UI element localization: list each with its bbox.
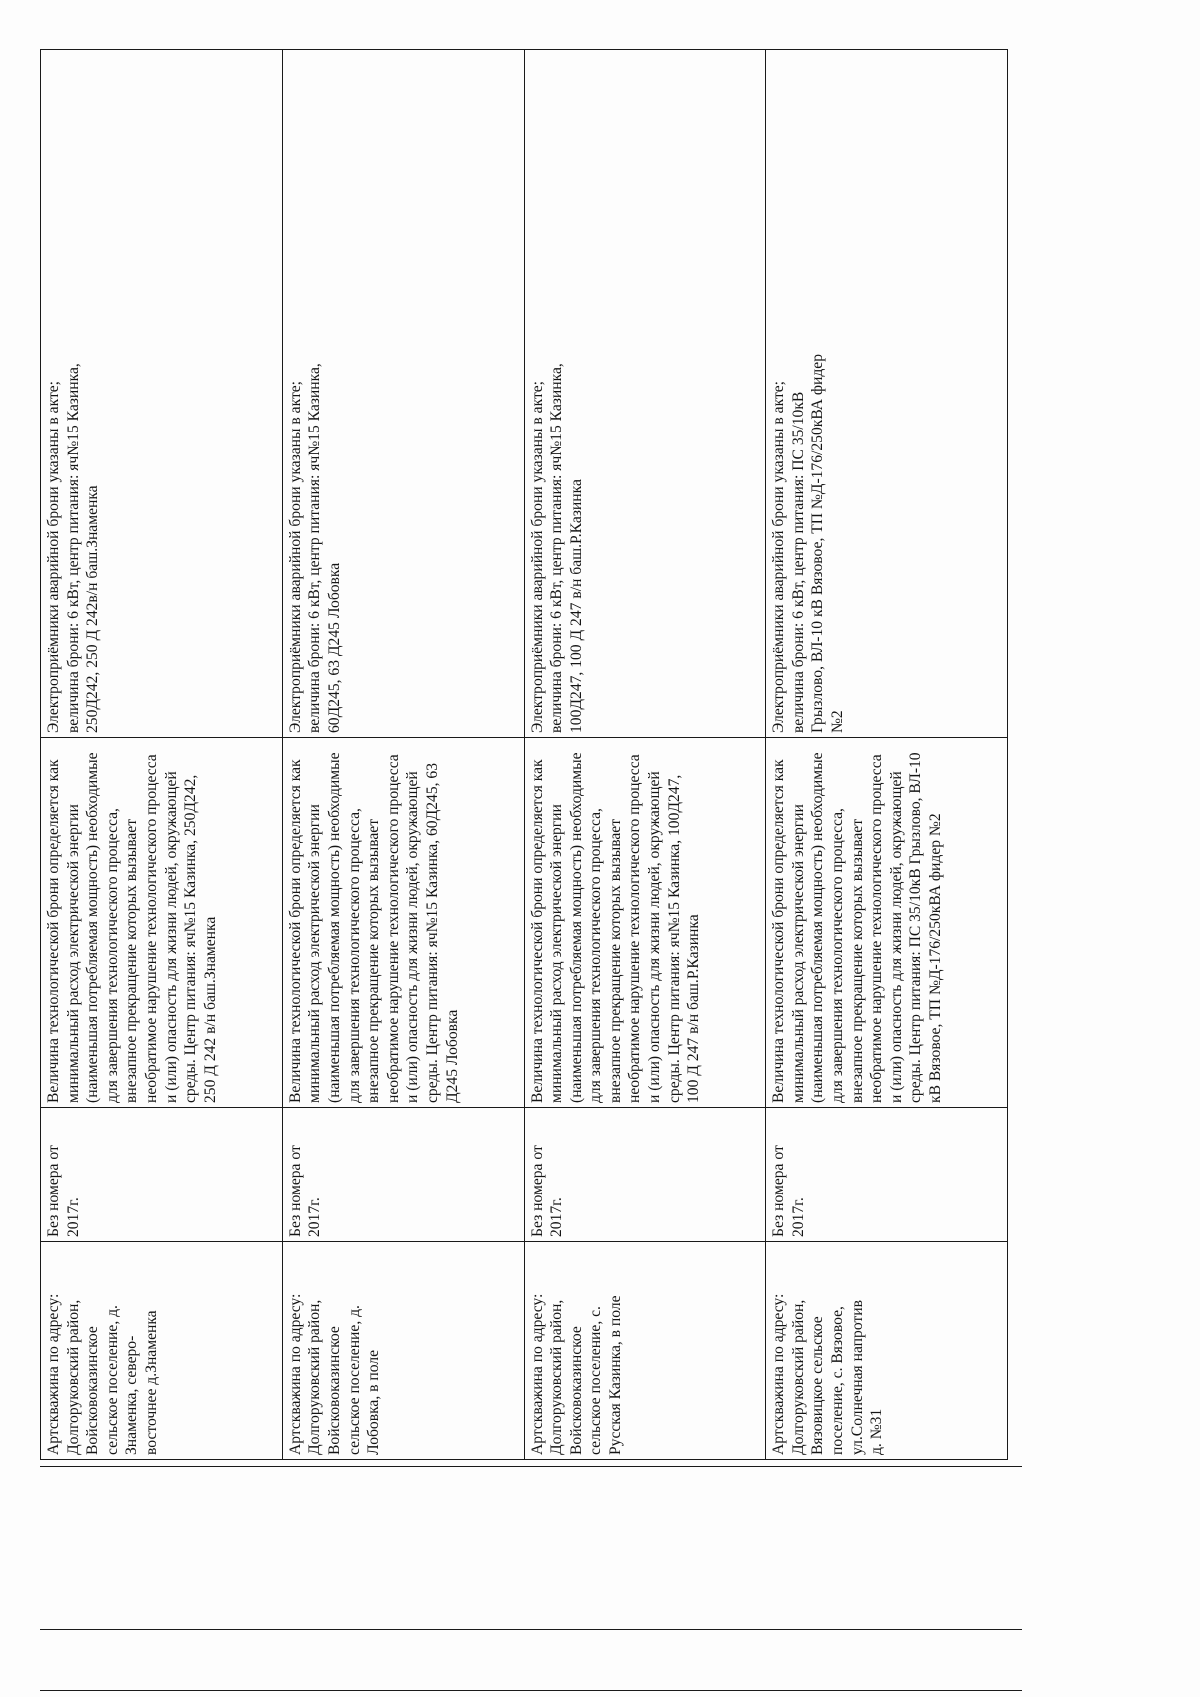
reserve-table [40,49,1008,1460]
cell-object: Артскважина по адресу: Долгоруковский район, Войсковоказинское сельское поселение, д. Лобовка, в поле [282,1242,524,1460]
table-row [766,50,1008,1460]
table-row [41,50,283,1460]
cell-emergency-reserve: Электроприёмники аварийной брони указаны в акте; величина брони: 6 кВт, центр питания: ПС 35/10кВ Грызлово, ВЛ-10 кВ Вязовое, ТП №Д-176/250кВА фидер №2 [766,50,1008,738]
table-row [282,50,524,1460]
cell-object: Артскважина по адресу: Долгоруковский район, Войсковоказинское сельское поселение, с. Русская Казинка, в поле [524,1242,766,1460]
cell-emergency-reserve: Электроприёмники аварийной брони указаны в акте; величина брони: 6 кВт, центр питания: яч№15 Казинка, 100Д247, 100 Д 247 в/н баш.Р.Казинка [524,50,766,738]
separator-line [40,1690,1022,1691]
cell-tech-reserve: Величина технологической брони определяется как минимальный расход электрической энергии (наименьшая потребляемая мощность) необходимые для завершения технологического процесса, внезапное прекращение которых вызывает необратимое нарушение технологического процесса и (или) опасность для жизни людей, окружающей среды. Центр питания: ПС 35/10кВ Грызлово, ВЛ-10 кВ Вязовое, ТП №Д-176/250кВА фидер №2 [766,738,1008,1108]
cell-object: Артскважина по адресу: Долгоруковский район, Вязовицкое сельское поселение, с. Вязовое, ул.Солнечная напротив д. №31 [766,1242,1008,1460]
cell-tech-reserve: Величина технологической брони определяется как минимальный расход электрической энергии (наименьшая потребляемая мощность) необходимые для завершения технологического процесса, внезапное прекращение которых вызывает необратимое нарушение технологического процесса и (или) опасность для жизни людей, окружающей среды. Центр питания: яч№15 Казинка, 60Д245, 63 Д245 Лобовка [282,738,524,1108]
cell-emergency-reserve: Электроприёмники аварийной брони указаны в акте; величина брони: 6 кВт, центр питания: яч№15 Казинка, 60Д245, 63 Д245 Лобовка [282,50,524,738]
cell-act: Без номера от 2017г. [282,1108,524,1242]
cell-emergency-reserve: Электроприёмники аварийной брони указаны в акте; величина брони: 6 кВт, центр питания: яч№15 Казинка, 250Д242, 250 Д 242в/н баш.Знаменка [41,50,283,738]
cell-act: Без номера от 2017г. [41,1108,283,1242]
separator-line [40,1629,1022,1630]
separator-line [40,1466,1022,1467]
rotated-table-frame [40,50,1008,1460]
table-row [524,50,766,1460]
cell-object: Артскважина по адресу: Долгоруковский район, Войсковоказинское сельское поселение, д. Знаменка, северо- восточнее д.Знаменка [41,1242,283,1460]
cell-tech-reserve: Величина технологической брони определяется как минимальный расход электрической энергии (наименьшая потребляемая мощность) необходимые для завершения технологического процесса, внезапное прекращение которых вызывает необратимое нарушение технологического процесса и (или) опасность для жизни людей, окружающей среды. Центр питания: яч№15 Казинка, 100Д247, 100 Д 247 в/н баш.Р.Казинка [524,738,766,1108]
cell-tech-reserve: Величина технологической брони определяется как минимальный расход электрической энергии (наименьшая потребляемая мощность) необходимые для завершения технологического процесса, внезапное прекращение которых вызывает необратимое нарушение технологического процесса и (или) опасность для жизни людей, окружающей среды. Центр питания: яч№15 Казинка, 250Д242, 250 Д 242 в/н баш.Знаменка [41,738,283,1108]
cell-act: Без номера от 2017г. [766,1108,1008,1242]
cell-act: Без номера от 2017г. [524,1108,766,1242]
